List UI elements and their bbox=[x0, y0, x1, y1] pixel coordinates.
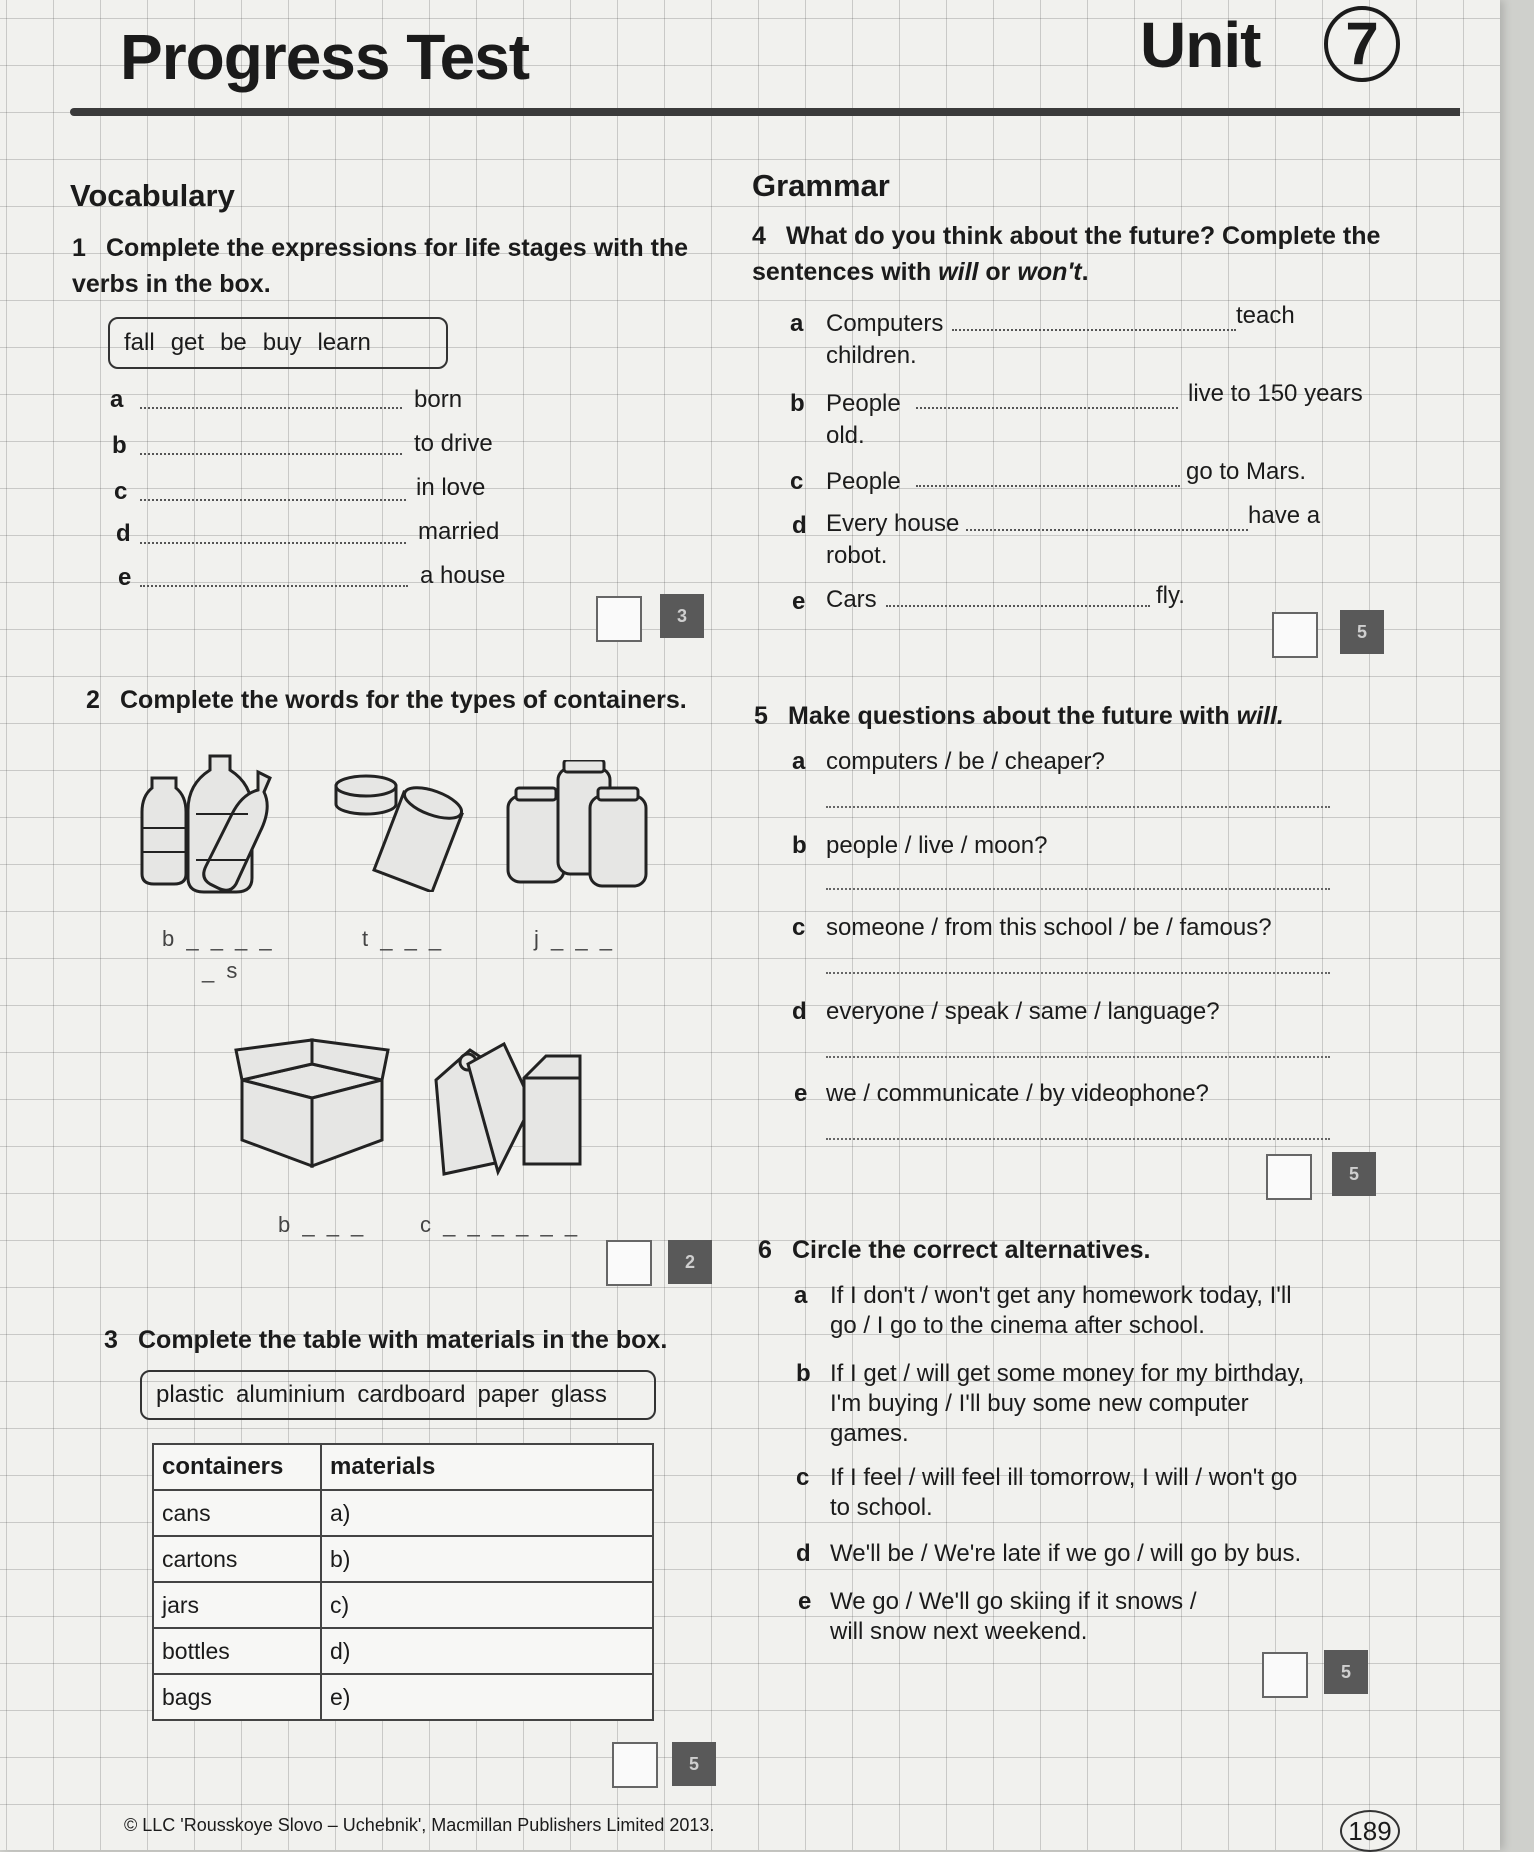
table-header-containers: containers bbox=[153, 1444, 321, 1490]
task5-item-prompt: computers / be / cheaper? bbox=[826, 748, 1105, 775]
task4-item-end: go to Mars. bbox=[1186, 458, 1307, 485]
table-cell-answer[interactable]: b) bbox=[321, 1536, 653, 1582]
task5-item-letter: c bbox=[792, 914, 806, 941]
task4-item-start: People bbox=[826, 390, 901, 417]
task6-item-letter: c bbox=[796, 1464, 810, 1491]
task5-answer-line[interactable] bbox=[826, 1056, 1330, 1058]
task3-number: 3 bbox=[104, 1326, 118, 1354]
task1-max-score: 3 bbox=[660, 594, 704, 638]
task4-item-start: Computers bbox=[826, 310, 944, 337]
word-box-item: fall bbox=[124, 329, 155, 356]
word-box-item: be bbox=[220, 329, 247, 356]
task4-answer-blank[interactable] bbox=[916, 406, 1178, 409]
task6-item-line[interactable]: go / I go to the cinema after school. bbox=[830, 1312, 1205, 1339]
task4-item-end: fly. bbox=[1156, 582, 1185, 609]
copyright-notice: © LLC 'Rousskoye Slovo – Uchebnik', Macmillan Publishers Limited 2013. bbox=[124, 1815, 715, 1835]
task6-score-box[interactable] bbox=[1262, 1652, 1308, 1698]
task4-item-cont: old. bbox=[826, 422, 865, 449]
task5-answer-line[interactable] bbox=[826, 888, 1330, 890]
task6-item-line[interactable]: If I feel / will feel ill tomorrow, I will / won't go bbox=[830, 1464, 1298, 1491]
task5-item-prompt: someone / from this school / be / famous? bbox=[826, 914, 1272, 941]
bottles-illustration bbox=[138, 748, 308, 898]
task1-instruction: 1 Complete the expressions for life stages with the verbs in the box. bbox=[72, 230, 692, 302]
task5-instruction: 5 Make questions about the future with will. bbox=[754, 698, 1394, 734]
task1-score-box[interactable] bbox=[596, 596, 642, 642]
task1-word-box bbox=[108, 317, 448, 369]
table-cell-answer[interactable]: e) bbox=[321, 1674, 653, 1720]
table-cell-container: jars bbox=[153, 1582, 321, 1628]
task1-item-text: a house bbox=[420, 562, 506, 589]
boxes-illustration bbox=[232, 1036, 392, 1176]
materials-table bbox=[152, 1443, 654, 1721]
unit-number-badge: 7 bbox=[1324, 6, 1400, 82]
task4-answer-blank[interactable] bbox=[952, 328, 1236, 331]
task1-item-letter: d bbox=[116, 520, 131, 547]
container-word-ending: _ s bbox=[202, 958, 241, 983]
task1-item-text: born bbox=[414, 386, 463, 413]
vocabulary-heading: Vocabulary bbox=[70, 178, 235, 213]
word-box-item: get bbox=[170, 329, 205, 356]
task6-item-line[interactable]: I'm buying / I'll buy some new computer bbox=[830, 1390, 1249, 1417]
task4-item-letter: e bbox=[792, 588, 806, 615]
task4-item-start: People bbox=[826, 468, 901, 495]
grammar-heading: Grammar bbox=[752, 168, 890, 203]
task6-item-line[interactable]: We'll be / We're late if we go / will go by bus. bbox=[830, 1540, 1302, 1567]
task4-item-letter: a bbox=[790, 310, 804, 337]
container-word-blank[interactable]: b _ _ _ bbox=[278, 1212, 367, 1237]
task4-item-letter: d bbox=[792, 512, 807, 539]
task5-item-prompt: people / live / moon? bbox=[826, 832, 1048, 859]
task1-answer-blank[interactable] bbox=[140, 584, 408, 587]
task6-instruction: 6 Circle the correct alternatives. bbox=[758, 1232, 1398, 1268]
header-rule bbox=[70, 108, 1460, 116]
task1-item-text: married bbox=[418, 518, 500, 545]
task4-item-cont: children. bbox=[826, 342, 917, 369]
task6-max-score: 5 bbox=[1324, 1650, 1368, 1694]
task6-item-line: to school. bbox=[830, 1494, 933, 1521]
task1-answer-blank[interactable] bbox=[140, 452, 402, 455]
table-row bbox=[153, 1490, 653, 1536]
page-number: 189 bbox=[1340, 1810, 1400, 1852]
table-row bbox=[153, 1628, 653, 1674]
task6-item-line[interactable]: will snow next weekend. bbox=[830, 1618, 1088, 1645]
task3-word-box bbox=[140, 1370, 656, 1420]
word-box-item: glass bbox=[550, 1381, 607, 1408]
table-cell-container: bags bbox=[153, 1674, 321, 1720]
task1-item-text: in love bbox=[416, 474, 486, 501]
task2-number: 2 bbox=[86, 686, 100, 714]
task1-item-letter: e bbox=[118, 564, 132, 591]
table-row bbox=[153, 1536, 653, 1582]
table-row bbox=[153, 1674, 653, 1720]
task4-item-start: Every house bbox=[826, 510, 960, 537]
task2-score-box[interactable] bbox=[606, 1240, 652, 1286]
table-cell-container: cartons bbox=[153, 1536, 321, 1582]
container-word-blank[interactable]: t _ _ _ bbox=[362, 926, 445, 951]
task6-item-line[interactable]: We go / We'll go skiing if it snows / bbox=[830, 1588, 1197, 1615]
task2-max-score: 2 bbox=[668, 1240, 712, 1284]
table-cell-answer[interactable]: c) bbox=[321, 1582, 653, 1628]
task2-instruction: 2 Complete the words for the types of containers. bbox=[86, 682, 726, 718]
task5-number: 5 bbox=[754, 702, 768, 730]
table-cell-answer[interactable]: a) bbox=[321, 1490, 653, 1536]
task4-item-end: teach bbox=[1236, 302, 1295, 329]
task5-max-score: 5 bbox=[1332, 1152, 1376, 1196]
task4-answer-blank[interactable] bbox=[886, 604, 1150, 607]
table-cell-container: bottles bbox=[153, 1628, 321, 1674]
table-header-row bbox=[153, 1444, 653, 1490]
task4-score-box[interactable] bbox=[1272, 612, 1318, 658]
task5-answer-line[interactable] bbox=[826, 972, 1330, 974]
task4-number: 4 bbox=[752, 222, 766, 250]
task6-item-letter: d bbox=[796, 1540, 811, 1567]
task4-item-end: live to 150 years bbox=[1188, 380, 1363, 407]
cartons-illustration bbox=[428, 1036, 598, 1176]
table-row bbox=[153, 1582, 653, 1628]
container-word-blank[interactable]: j _ _ _ bbox=[534, 926, 615, 951]
task6-item-letter: e bbox=[798, 1588, 812, 1615]
table-cell-answer[interactable]: d) bbox=[321, 1628, 653, 1674]
table-header-materials: materials bbox=[321, 1444, 653, 1490]
task1-item-text: to drive bbox=[414, 430, 493, 457]
task5-answer-line[interactable] bbox=[826, 806, 1330, 808]
task4-answer-blank[interactable] bbox=[966, 528, 1248, 531]
task4-item-letter: c bbox=[790, 468, 804, 495]
task5-item-letter: a bbox=[792, 748, 806, 775]
task1-item-letter: c bbox=[114, 478, 128, 505]
task1-answer-blank[interactable] bbox=[140, 406, 402, 409]
task5-item-letter: d bbox=[792, 998, 807, 1025]
task1-item-letter: a bbox=[110, 386, 124, 413]
task6-item-line: games. bbox=[830, 1420, 909, 1447]
task4-answer-blank[interactable] bbox=[916, 484, 1180, 487]
task1-number: 1 bbox=[72, 234, 86, 262]
task5-item-prompt: we / communicate / by videophone? bbox=[826, 1080, 1209, 1107]
task6-item-letter: a bbox=[794, 1282, 808, 1309]
container-word-blank[interactable]: c _ _ _ _ _ _ bbox=[420, 1212, 581, 1237]
task1-answer-blank[interactable] bbox=[140, 541, 406, 544]
task4-item-start: Cars bbox=[826, 586, 877, 613]
task3-score-box[interactable] bbox=[612, 1742, 658, 1788]
task3-instruction: 3 Complete the table with materials in the box. bbox=[104, 1322, 704, 1358]
word-box-item: buy bbox=[262, 329, 302, 356]
container-word-blank[interactable]: b _ _ _ _ bbox=[162, 926, 275, 951]
task5-item-prompt: everyone / speak / same / language? bbox=[826, 998, 1220, 1025]
task5-answer-line[interactable] bbox=[826, 1138, 1330, 1140]
task4-instruction: 4 What do you think about the future? Complete the sentences with will or won't. bbox=[752, 218, 1392, 290]
task6-item-letter: b bbox=[796, 1360, 811, 1387]
task4-item-letter: b bbox=[790, 390, 805, 417]
word-box-item: cardboard bbox=[357, 1381, 466, 1408]
task4-item-end: have a bbox=[1248, 502, 1321, 529]
task1-item-letter: b bbox=[112, 432, 127, 459]
task5-item-letter: e bbox=[794, 1080, 808, 1107]
task5-score-box[interactable] bbox=[1266, 1154, 1312, 1200]
unit-label: Unit bbox=[1140, 9, 1261, 81]
task1-answer-blank[interactable] bbox=[140, 498, 406, 501]
tins-illustration bbox=[334, 762, 474, 892]
page-title: Progress Test bbox=[120, 21, 530, 93]
jars-illustration bbox=[504, 760, 654, 890]
task3-max-score: 5 bbox=[672, 1742, 716, 1786]
task6-number: 6 bbox=[758, 1236, 772, 1264]
word-box-item: aluminium bbox=[236, 1381, 346, 1408]
table-cell-container: cans bbox=[153, 1490, 321, 1536]
word-box-item: paper bbox=[477, 1381, 539, 1408]
word-box-item: plastic bbox=[156, 1381, 225, 1408]
task4-item-cont: robot. bbox=[826, 542, 888, 569]
task6-item-line[interactable]: If I get / will get some money for my birthday, bbox=[830, 1360, 1305, 1387]
task5-item-letter: b bbox=[792, 832, 807, 859]
task6-item-line[interactable]: If I don't / won't get any homework today, I'll bbox=[830, 1282, 1292, 1309]
word-box-item: learn bbox=[317, 329, 371, 356]
task4-max-score: 5 bbox=[1340, 610, 1384, 654]
